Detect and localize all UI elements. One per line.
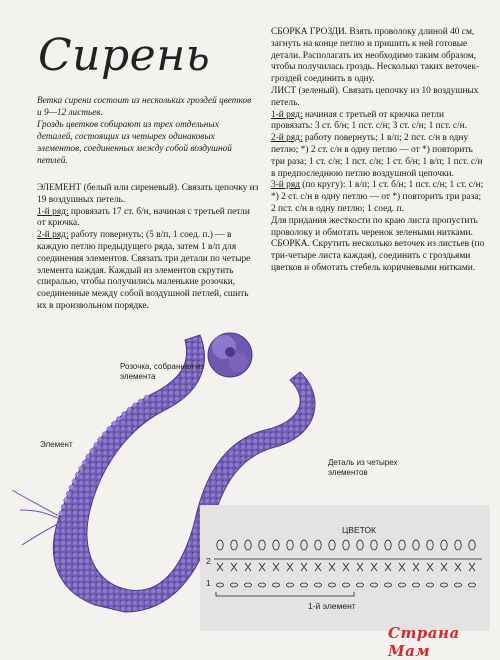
leaf-row-2-text: работу повернуть; 1 в/п; 2 пст. с/н в одну петлю; *) 2 ст. с/н в одну петлю — от *) повторить три раза; 1 ст. с/н; 1 пст. с/н; 1 ст. б/н; 1 в/п; 1 пст. с/н в предпоследнюю петлю воздушной цепочки. <box>271 133 483 179</box>
row-1-label: 1-й ряд: <box>37 206 69 217</box>
leaf-heading: ЛИСТ <box>271 85 297 96</box>
chain-loops-row <box>217 540 475 550</box>
rose-caption: Розочка, собранная из элемента <box>120 362 204 381</box>
intro-paragraph-2: Гроздь цветков собирают из трех отдельных деталей, состоящих из четырех одинаковых элементов, соединенных между собой воздушной петлей. <box>37 120 232 166</box>
element-heading: ЭЛЕМЕНТ (белый или сиреневый). Связать цепочку из 19 воздушных петель. <box>37 183 259 205</box>
row-2-label: 2-й ряд: <box>37 230 69 241</box>
leaf-row-3-label: 3-й ряд <box>271 180 300 191</box>
leaf-row-1-label: 1-й ряд: <box>271 109 303 120</box>
chart-row-1-number: 1 <box>206 578 211 588</box>
chart-bottom-label: 1-й элемент <box>308 601 356 611</box>
single-crochet-row <box>217 563 475 571</box>
final-heading: СБОРКА. <box>271 239 310 250</box>
stiffness-paragraph: Для придания жесткости по краю листа пропустить проволоку и обмотать черенок зелеными нитками. <box>271 215 478 238</box>
chart-row-2-number: 2 <box>206 556 211 566</box>
row-2-text: работу повернуть; (5 в/п, 1 соед. п.) — в каждую петлю предыдущего ряда, затем 1 в/п для соединения элементов. Связать три детали по четыре элемента каждая. Каждый из элементов скрутить спиралью, чтобы получились маленькие розочки, соединенные между собой воздушной петлей, сшить их в произвольном порядке. <box>37 230 251 311</box>
leaf-row-1-text: начиная с третьей от крючка петли провязать: 3 ст. б/н; 1 пст. с/н; 3 ст. с/н; 1 пст. с/н. <box>271 109 467 132</box>
leaf-row-3-text: (по кругу): 1 в/п; 1 ст. б/н; 1 пст. с/н; 1 ст. с/н; *) 2 ст. с/н в одну петлю — от *) повторить три раза; 2 пст. с/н в одну петлю; 1 соед. п. <box>271 180 484 214</box>
assembly-text: Взять проволоку длиной 40 см, загнуть на конце петлю и пришить к ней готовые детали. Располагать их необходимо таким образом, чтобы получилась гроздь. Несколько таких веточек-гроздей соединить в одну. <box>271 27 480 85</box>
crochet-chart <box>200 505 490 631</box>
element-caption: Элемент <box>40 440 73 449</box>
leaf-row-2-label: 2-й ряд: <box>271 133 303 144</box>
chart-title: ЦВЕТОК <box>342 525 376 535</box>
element-bracket <box>216 592 354 596</box>
final-text: Скрутить несколько веточек из листьев (по три-четыре листа каждая), соединить с гроздьями цветков и обмотать стебель коричневыми нитками. <box>271 239 485 273</box>
foundation-chain-row <box>217 583 476 587</box>
rose-motif <box>208 333 252 377</box>
assembly-heading: СБОРКА ГРОЗДИ. <box>271 27 348 37</box>
detail-caption: Деталь из четырех элементов <box>328 458 398 477</box>
site-watermark: Страна Мам <box>388 624 460 660</box>
leaf-text: (зеленый). Связать цепочку из 10 воздушных петель. <box>271 85 479 108</box>
chart-symbols <box>214 535 484 610</box>
intro-paragraph-1: Ветка сирени состоит из нескольких гроздей цветков и 9—12 листьев. <box>37 96 252 118</box>
page-title: Сирень <box>38 30 211 81</box>
row-1-text: провязать 17 ст. б/н, начиная с третьей петли от крючка. <box>37 206 250 229</box>
